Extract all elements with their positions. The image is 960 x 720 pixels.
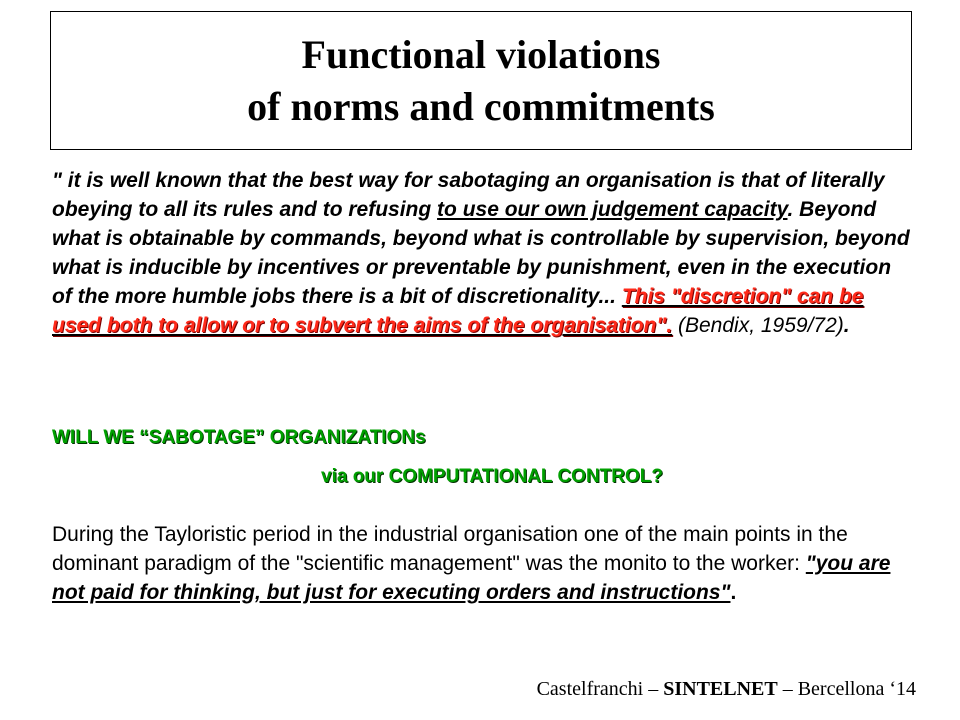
sabotage-question-line-2: via our COMPUTATIONAL CONTROL?	[321, 466, 663, 487]
slide-title-line-2: of norms and commitments	[247, 83, 715, 129]
footer-author: Castelfranchi –	[536, 678, 664, 700]
taylorism-paragraph	[52, 520, 922, 607]
paragraph-emphasis: "you are not paid for thinking, but just for executing orders and instructions"	[52, 552, 891, 604]
quote-underlined: to use our own judgement capacity	[437, 198, 788, 221]
slide-footer	[537, 678, 916, 701]
quote-end: .	[843, 314, 850, 337]
slide-title-line-1: Functional violations	[301, 31, 661, 77]
quote-citation: (Bendix, 1959/72)	[672, 314, 844, 337]
sabotage-question-line-1: WILL WE “SABOTAGE” ORGANIZATIONs	[52, 427, 426, 448]
bendix-quote	[52, 166, 912, 340]
footer-place: – Bercellona ‘14	[777, 678, 916, 700]
quote-part-2: . Beyond what is obtainable by commands, beyond what is controllable by supervision, beyond what is inducible by incentives or preventable by punishment, even in the execution of the more humble jobs there is a bit of discretionality...	[52, 198, 910, 308]
quote-part-1: " it is well known that the best way for sabotaging an organisation is that of literally obeying to all its rules and to refusing	[52, 169, 885, 221]
title-box	[50, 11, 912, 150]
paragraph-text: During the Tayloristic period in the industrial organisation one of the main points in the dominant paradigm of the "scientific management" was the monito to the worker:	[52, 523, 848, 575]
footer-project: SINTELNET	[663, 678, 778, 700]
paragraph-end: .	[730, 581, 737, 604]
quote-red-emphasis: This "discretion" can be used both to allow or to subvert the aims of the organisation".	[52, 285, 864, 337]
